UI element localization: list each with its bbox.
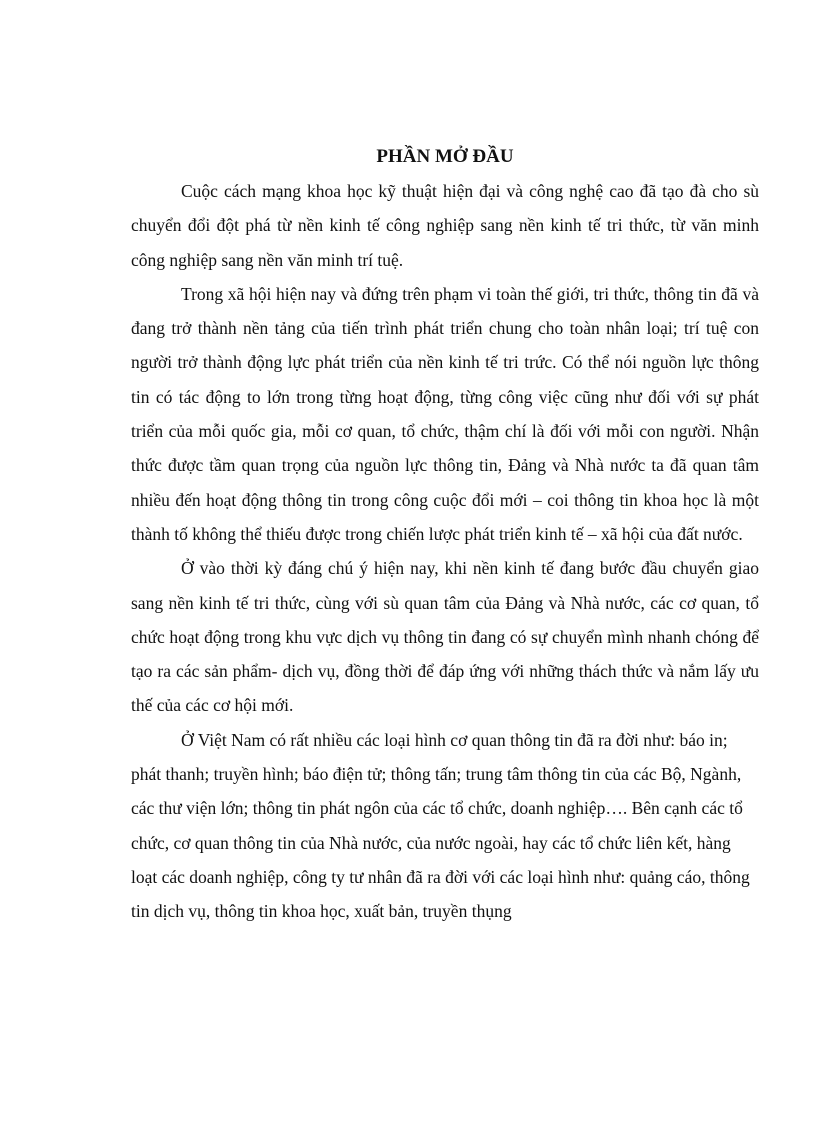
page-title: PHẦN MỞ ĐẦU bbox=[376, 146, 514, 167]
document-body bbox=[131, 140, 759, 929]
paragraph-2: Trong xã hội hiện nay và đứng trên phạm vi toàn thế giới, tri thức, thông tin đã và đang trở thành nền tảng của tiến trình phát triển chung cho toàn nhân loại; trí tuệ con người trở thành động lực phát triển của nền kinh tế tri trức. Có thể nói nguồn lực thông tin có tác động to lớn trong từng hoạt động, từng công việc cũng như đối với sự phát triển của mỗi quốc gia, mỗi cơ quan, tổ chức, thậm chí là đối với mỗi con người. Nhận thức được tầm quan trọng của nguồn lực thông tin, Đảng và Nhà nước ta đã quan tâm nhiều đến hoạt động thông tin trong công cuộc đổi mới – coi thông tin khoa học là một thành tố không thể thiếu được trong chiến lược phát triển kinh tế – xã hội của đất nước. bbox=[131, 283, 759, 544]
paragraph-3: Ở vào thời kỳ đáng chú ý hiện nay, khi nền kinh tế đang bước đầu chuyển giao sang nền kinh tế tri thức, cùng với sù quan tâm của Đảng và Nhà nước, các cơ quan, tổ chức hoạt động trong khu vực dịch vụ thông tin đang có sự chuyển mình nhanh chóng để tạo ra các sản phẩm- dịch vụ, đồng thời để đáp ứng với những thách thức và nắm lấy ưu thế của các cơ hội mới. bbox=[131, 558, 759, 716]
paragraph-4: Ở Việt Nam có rất nhiều các loại hình cơ quan thông tin đã ra đời như: báo in; phát thanh; truyền hình; báo điện tử; thông tấn; trung tâm thông tin của các Bộ, Ngành, các thư viện lớn; thông tin phát ngôn của các tổ chức, doanh nghiệp…. Bên cạnh các tổ chức, cơ quan thông tin của Nhà nước, của nước ngoài, hay các tổ chức liên kết, hàng loạt các doanh nghiệp, công ty tư nhân đã ra đời với các loại hình như: quảng cáo, thông tin dịch vụ, thông tin khoa học, xuất bản, truyền thụng bbox=[131, 729, 750, 922]
paragraph-1: Cuộc cách mạng khoa học kỹ thuật hiện đại và công nghệ cao đã tạo đà cho sù chuyển đổi đột phá từ nền kinh tế công nghiệp sang nền kinh tế tri thức, từ văn minh công nghiệp sang nền văn minh trí tuệ. bbox=[131, 181, 759, 270]
